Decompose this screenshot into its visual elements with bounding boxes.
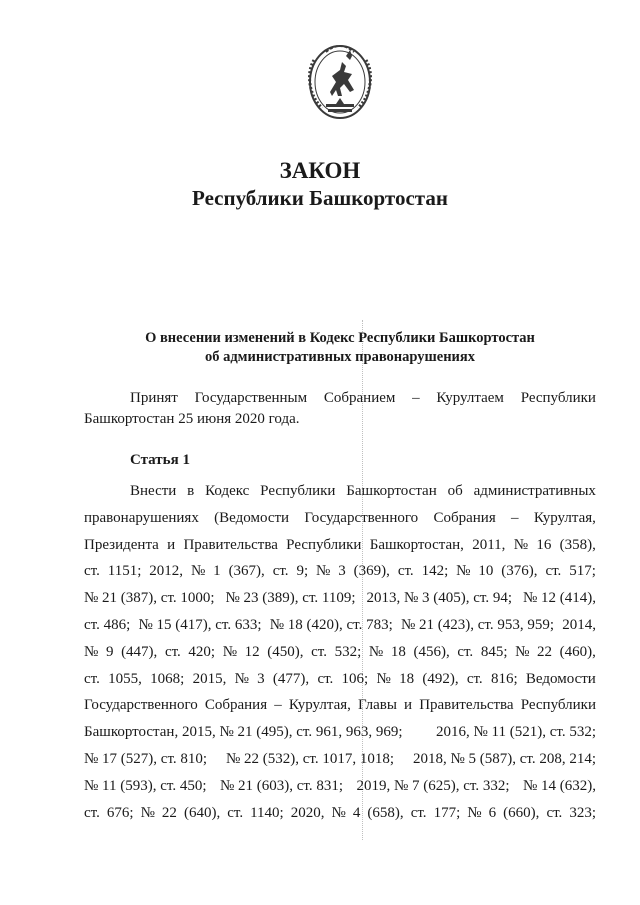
heading-line: об административных правонарушениях: [204, 349, 476, 365]
text-fragment: Курултая,: [288, 697, 351, 714]
text-fragment: (358),: [559, 536, 596, 553]
text-fragment: Башкортостан,: [369, 536, 464, 553]
text-fragment: (660),: [503, 804, 540, 821]
text-fragment: №: [515, 643, 530, 660]
text-line: [84, 746, 596, 773]
text-fragment: 2019, № 7 (625), ст. 332;: [356, 777, 510, 794]
adoption-paragraph: [84, 388, 596, 430]
text-line: [84, 532, 596, 559]
article-body: [84, 478, 596, 826]
text-fragment: (477),: [272, 670, 310, 687]
text-fragment: ст.: [84, 670, 100, 687]
text-fragment: (447),: [121, 643, 158, 660]
text-fragment: 2013, № 3 (405), ст. 94;: [366, 590, 512, 607]
text-fragment: –: [274, 697, 282, 714]
text-line: [84, 692, 596, 719]
text-fragment: Собранием: [323, 390, 396, 406]
text-fragment: №: [234, 670, 249, 687]
text-fragment: №: [376, 670, 391, 687]
text-fragment: (658),: [367, 804, 404, 821]
text-fragment: 12: [244, 643, 260, 660]
text-fragment: 323;: [569, 804, 596, 821]
text-fragment: 1068;: [150, 670, 185, 687]
text-fragment: 4: [352, 804, 361, 821]
text-line: [84, 585, 596, 612]
text-fragment: № 21 (387), ст. 1000;: [84, 590, 215, 607]
law-heading: [90, 329, 590, 367]
text-fragment: Президента: [84, 536, 159, 553]
text-fragment: 177;: [433, 804, 461, 821]
heading-line: О внесении изменений в Кодекс Республики Башкортостан: [145, 330, 535, 346]
text-fragment: №: [140, 804, 155, 821]
text-fragment: Башкортостан 25 июня 2020 года.: [84, 411, 300, 427]
text-line: [84, 409, 596, 430]
text-fragment: 2020,: [290, 804, 325, 821]
text-fragment: ст.: [164, 643, 181, 660]
text-fragment: 676;: [106, 804, 134, 821]
law-title: ЗАКОН: [279, 158, 361, 183]
text-fragment: № 21 (603), ст. 831;: [219, 777, 343, 794]
text-fragment: Государственным: [194, 390, 308, 406]
text-fragment: 9;: [296, 563, 309, 580]
text-fragment: 1055,: [108, 670, 142, 687]
text-fragment: № 12 (414),: [522, 590, 596, 607]
text-fragment: (492),: [422, 670, 459, 687]
text-fragment: 16: [536, 536, 552, 553]
text-line: [84, 505, 596, 532]
text-line: [84, 773, 596, 800]
text-fragment: 106;: [341, 670, 369, 687]
text-fragment: 845;: [480, 643, 508, 660]
text-fragment: (460),: [559, 643, 596, 660]
text-fragment: (450),: [267, 643, 304, 660]
text-fragment: 2016, № 11 (521), ст. 532;: [436, 724, 596, 741]
text-fragment: 6: [488, 804, 497, 821]
text-fragment: Республики: [520, 697, 596, 714]
text-fragment: №: [467, 804, 482, 821]
text-fragment: ст.: [410, 804, 427, 821]
text-fragment: ст.: [317, 670, 334, 687]
text-fragment: ст.: [84, 804, 100, 821]
text-fragment: 2011,: [472, 536, 506, 553]
text-line: [84, 719, 596, 746]
text-fragment: (Ведомости: [214, 509, 290, 526]
text-line: [84, 666, 596, 693]
text-fragment: 420;: [188, 643, 216, 660]
text-fragment: Собрания: [204, 697, 268, 714]
text-fragment: ст.: [272, 563, 289, 580]
text-fragment: № 22 (532), ст. 1017, 1018;: [225, 750, 395, 767]
text-fragment: ст.: [84, 563, 100, 580]
text-fragment: (369),: [353, 563, 390, 580]
text-line: [84, 612, 596, 639]
text-line: [84, 388, 596, 409]
text-fragment: №: [331, 804, 346, 821]
text-fragment: 18: [390, 643, 406, 660]
text-fragment: Государственного: [304, 509, 419, 526]
text-fragment: 18: [399, 670, 415, 687]
text-fragment: (456),: [413, 643, 450, 660]
text-fragment: №: [316, 563, 331, 580]
text-fragment: Принят: [130, 390, 178, 406]
text-fragment: в: [187, 483, 195, 499]
text-fragment: ст.: [466, 670, 483, 687]
text-fragment: (367),: [228, 563, 265, 580]
text-fragment: Правительства: [419, 697, 514, 714]
bashkortostan-coat-of-arms-icon: [296, 30, 384, 130]
text-fragment: ст.: [457, 643, 474, 660]
text-fragment: № 11 (593), ст. 450;: [84, 777, 207, 794]
text-fragment: №: [190, 563, 206, 580]
text-fragment: ст. 486;: [84, 616, 131, 633]
text-fragment: об: [447, 483, 463, 499]
text-fragment: Республики: [520, 390, 596, 406]
text-fragment: ст.: [397, 563, 414, 580]
text-fragment: №: [456, 563, 471, 580]
text-fragment: Собрания: [433, 509, 496, 526]
text-fragment: 1140;: [250, 804, 284, 821]
text-fragment: Курултая,: [533, 509, 596, 526]
text-line: [84, 639, 596, 666]
text-fragment: Республики: [286, 536, 362, 553]
text-fragment: Курултаем: [436, 390, 504, 406]
text-fragment: –: [412, 390, 420, 406]
text-fragment: 10: [478, 563, 494, 580]
law-subtitle: Республики Башкортостан: [192, 186, 448, 210]
text-line: [84, 478, 596, 505]
text-fragment: 3: [338, 563, 346, 580]
text-fragment: ст.: [227, 804, 244, 821]
text-fragment: (376),: [501, 563, 538, 580]
text-fragment: Башкортостан, 2015, № 21 (495), ст. 961, 963, 969;: [84, 724, 403, 741]
text-fragment: Кодекс: [205, 483, 250, 499]
text-fragment: №: [368, 643, 384, 660]
text-fragment: (640),: [183, 804, 221, 821]
text-fragment: –: [511, 509, 519, 526]
text-fragment: ст.: [546, 804, 563, 821]
text-fragment: №: [84, 643, 99, 660]
text-fragment: ст.: [311, 643, 327, 660]
text-line: [84, 800, 596, 827]
text-fragment: Государственного: [84, 697, 198, 714]
text-fragment: 1151;: [107, 563, 142, 580]
text-fragment: Ведомости: [525, 670, 596, 687]
text-fragment: 3: [257, 670, 265, 687]
text-fragment: № 18 (420), ст. 783;: [269, 616, 393, 633]
text-fragment: 2015,: [192, 670, 227, 687]
text-fragment: 2018, № 5 (587), ст. 208, 214;: [412, 750, 596, 767]
text-fragment: и: [404, 697, 413, 714]
article-title: Статья 1: [130, 452, 190, 468]
text-fragment: 517;: [569, 563, 596, 580]
text-fragment: правонарушениях: [84, 509, 199, 526]
text-line: [84, 558, 596, 585]
text-fragment: 22: [537, 643, 553, 660]
text-fragment: №: [513, 536, 529, 553]
text-fragment: 816;: [490, 670, 518, 687]
text-fragment: Внести: [130, 483, 177, 499]
text-fragment: №: [222, 643, 238, 660]
text-fragment: административных: [473, 483, 596, 499]
text-fragment: № 14 (632),: [522, 777, 596, 794]
text-fragment: № 23 (389), ст. 1109;: [225, 590, 356, 607]
text-fragment: Главы: [358, 697, 397, 714]
text-fragment: 1: [213, 563, 221, 580]
text-fragment: 2014,: [562, 616, 596, 633]
text-fragment: ст.: [545, 563, 562, 580]
text-fragment: № 15 (417), ст. 633;: [138, 616, 262, 633]
text-fragment: 22: [161, 804, 177, 821]
text-fragment: Башкортостан: [346, 483, 437, 499]
text-fragment: № 17 (527), ст. 810;: [84, 750, 208, 767]
text-fragment: 532;: [334, 643, 362, 660]
text-fragment: 9: [105, 643, 114, 660]
text-fragment: Республики: [260, 483, 336, 499]
text-fragment: № 21 (423), ст. 953, 959;: [400, 616, 555, 633]
text-fragment: Правительства: [183, 536, 278, 553]
text-fragment: 142;: [421, 563, 449, 580]
text-fragment: и: [167, 536, 176, 553]
text-fragment: 2012,: [149, 563, 184, 580]
